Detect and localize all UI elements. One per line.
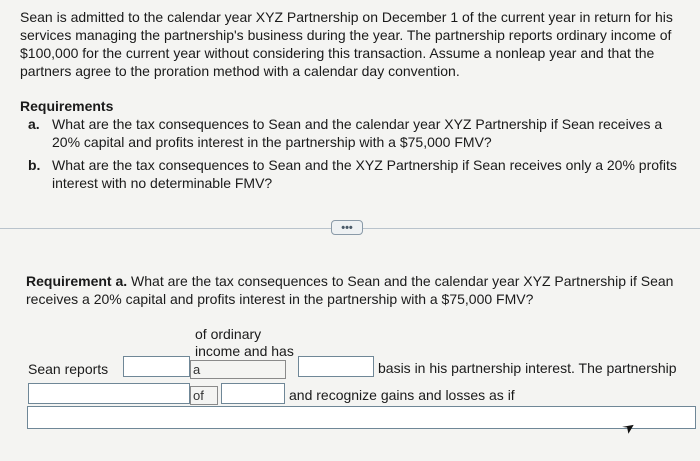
deduction-amount-input[interactable]	[221, 383, 285, 404]
article-dropdown[interactable]	[190, 360, 286, 379]
requirement-text: What are the tax consequences to Sean and the calendar year XYZ Partnership if Sean receives a 20% capital and profits interest in the partnership with a $75,000 FMV?	[52, 116, 663, 150]
ordinary-income-amount-input[interactable]	[123, 356, 190, 377]
basis-label: basis in his partnership interest. The partnership	[378, 360, 677, 376]
requirement-letter: a.	[28, 116, 40, 132]
expand-more-button[interactable]	[331, 220, 363, 235]
recognize-gains-label: and recognize gains and losses as if	[289, 387, 515, 403]
requirements-title: Requirements	[20, 98, 114, 114]
requirement-letter: b.	[28, 157, 41, 173]
partnership-action-input[interactable]	[28, 383, 190, 404]
arrow-cursor-icon	[620, 419, 636, 435]
of-dropdown-value: of	[193, 388, 204, 403]
requirement-a-heading: Requirement a.	[26, 273, 128, 289]
of-ordinary-line2: income and has	[195, 343, 294, 359]
requirement-text: What are the tax consequences to Sean and the XYZ Partnership if Sean receives only a 20% profits interest with no determinable FMV?	[52, 157, 677, 191]
requirement-a-text: What are the tax consequences to Sean and the calendar year XYZ Partnership if Sean receives a 20% capital and profits interest in the partnership with a $75,000 FMV?	[26, 273, 674, 307]
problem-statement: Sean is admitted to the calendar year XYZ Partnership on December 1 of the current year in return for his services managing the partnership's business during the year. The partnership reports ordinary income of $100,000 for the current year without considering this transaction. Assume a nonleap year and that the partners agree to the proration method with a calendar day convention.	[20, 9, 673, 79]
article-dropdown-value: a	[193, 362, 201, 377]
requirement-a-question	[26, 272, 692, 308]
requirement-item-a	[28, 115, 692, 151]
of-ordinary-line1: of ordinary	[195, 326, 262, 342]
basis-amount-input[interactable]	[298, 356, 374, 377]
of-ordinary-income-label	[195, 326, 294, 360]
of-dropdown[interactable]	[190, 386, 218, 405]
more-dots-icon: •••	[341, 221, 353, 234]
gains-losses-explanation-input[interactable]	[27, 406, 696, 429]
sean-reports-label: Sean reports	[28, 361, 109, 377]
requirement-item-b	[28, 156, 692, 192]
